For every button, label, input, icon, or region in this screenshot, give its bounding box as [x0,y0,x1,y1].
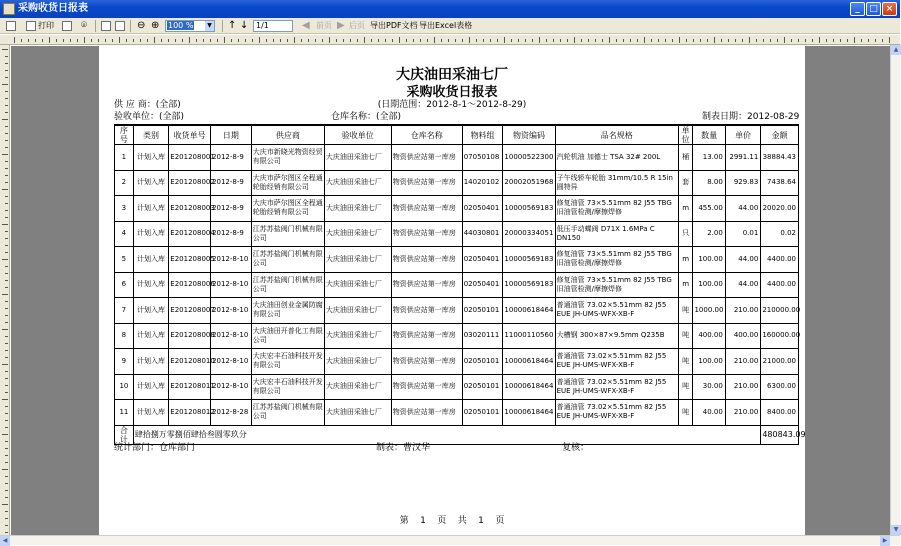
table-cell: 11 [115,400,134,426]
table-cell: 02050101 [462,298,503,324]
table-cell: E201208003 [169,196,211,222]
table-cell: 21000.00 [761,349,799,375]
table-cell: 10000569183 [503,247,555,273]
table-cell: E201208011 [169,374,211,400]
scroll-up-icon[interactable]: ▲ [891,45,901,55]
page-number: 第 1 页 共 1 页 [399,516,505,526]
table-cell: 210.00 [725,298,761,324]
warehouse-value: (全部) [376,112,402,122]
table-cell: 1000.00 [693,298,725,324]
minimize-button[interactable]: _ [850,2,865,16]
table-cell: 2012-8-9 [211,221,252,247]
report-page [99,46,805,535]
table-row [115,400,799,426]
table-cell: 物资供应站第一库房 [391,221,462,247]
copy-icon[interactable] [62,21,72,31]
table-cell: 子午线轿车轮胎 31mm/10.5 R 15in 圆特异 [555,170,678,196]
table-cell: 大庆油田采油七厂 [324,221,391,247]
table-cell: 计划入库 [133,221,169,247]
table-cell: 大槽钢 300×87×9.5mm Q235B [555,323,678,349]
table-cell: 400.00 [725,323,761,349]
table-cell: 10000522300 [503,145,555,171]
table-cell: 计划入库 [133,247,169,273]
table-cell: 物资供应站第一库房 [391,196,462,222]
single-page-icon[interactable] [101,21,111,31]
table-cell: 40.00 [693,400,725,426]
receiver-label: 验收单位： [114,112,160,122]
vertical-scrollbar[interactable] [890,45,900,535]
table-cell: 160000.00 [761,323,799,349]
table-row [115,145,799,171]
table-cell: 10000618464 [503,400,555,426]
table-cell: 455.00 [693,196,725,222]
company-title: 大庆油田采油七厂 [396,67,508,83]
table-row [115,196,799,222]
column-header: 序号 [115,125,134,145]
footer-dept: 统计部门：仓库部门 [114,443,196,453]
table-cell: 物资供应站第一库房 [391,323,462,349]
table-cell: 大庆油田采油七厂 [324,349,391,375]
table-cell: 8400.00 [761,400,799,426]
table-cell: 210000.00 [761,298,799,324]
footer-maker: 制表：曹汉华 [376,443,431,453]
table-cell: 02050101 [462,400,503,426]
table-cell: 吨 [678,349,693,375]
table-cell: 7438.64 [761,170,799,196]
binoculars-icon[interactable]: ⌾ [81,20,87,31]
arrow-down-icon[interactable]: ↓ [240,20,249,31]
table-cell: 10000618464 [503,349,555,375]
table-cell: 400.00 [693,323,725,349]
table-cell: 江苏苏盐阀门机械有限公司 [251,272,324,298]
receiver-filter [114,109,184,122]
close-button[interactable]: × [882,2,897,16]
column-header: 收货单号 [169,125,211,145]
app-icon [3,3,15,15]
table-cell: 2012-8-9 [211,145,252,171]
table-cell: 1 [115,145,134,171]
table-cell: 02050401 [462,196,503,222]
table-cell: 6300.00 [761,374,799,400]
table-cell: 20002051968 [503,170,555,196]
table-cell: 2 [115,170,134,196]
table-cell: 物资供应站第一库房 [391,170,462,196]
report-title: 采购收货日报表 [406,85,498,100]
table-cell: E201208005 [169,247,211,273]
window-title: 采购收货日报表 [18,3,88,14]
table-row [115,272,799,298]
table-cell: 13.00 [693,145,725,171]
table-cell: E201208008 [169,323,211,349]
table-cell: 大庆市萨尔图区全程通轮胎经销有限公司 [251,170,324,196]
warehouse-label: 仓库名称： [331,112,377,122]
table-cell: 普通油管 73.02×5.51mm 82 J55 EUE JH-UMS-WFX-XB-F [555,400,678,426]
table-cell: 10000618464 [503,374,555,400]
table-cell: 8.00 [693,170,725,196]
table-cell: 只 [678,221,693,247]
table-cell: 计划入库 [133,374,169,400]
multi-page-icon[interactable] [115,21,125,31]
made-date [702,109,799,122]
table-cell: 物资供应站第一库房 [391,272,462,298]
preview-area [11,46,890,535]
prev-page-button[interactable]: 前页 [316,21,332,30]
toolbar-grip-icon [6,21,16,31]
table-cell: 大庆油田采油七厂 [324,323,391,349]
table-cell: 2012-8-10 [211,247,252,273]
prev-arrow-icon[interactable]: ◀ [302,20,310,31]
column-header: 类别 [133,125,169,145]
table-cell: 44.00 [725,272,761,298]
table-cell: 修复油管 73×5.51mm 82 J55 TBG 旧油管检测/摩擦焊修 [555,272,678,298]
table-cell: 大庆油田采油七厂 [324,272,391,298]
export-excel-button[interactable]: 导出Excel表格 [419,21,473,30]
table-cell: 物资供应站第一库房 [391,247,462,273]
made-date-value: 2012-08-29 [747,112,800,122]
table-cell: 大庆油田采油七厂 [324,374,391,400]
arrow-up-icon[interactable]: ↑ [228,20,237,31]
table-cell: 4 [115,221,134,247]
table-cell: 07050108 [462,145,503,171]
supplier-label: 供 应 商： [114,100,156,110]
table-cell: 100.00 [693,272,725,298]
table-cell: 4400.00 [761,272,799,298]
total-row [115,425,799,444]
table-cell: E201208002 [169,170,211,196]
table-cell: 大庆油田采油七厂 [324,247,391,273]
table-cell: E201208006 [169,272,211,298]
table-cell: 7 [115,298,134,324]
table-cell: 吨 [678,298,693,324]
warehouse-filter [331,109,401,122]
receiver-value: (全部) [159,112,185,122]
table-cell: 2012-8-10 [211,298,252,324]
table-cell: 大庆油田采油七厂 [324,145,391,171]
table-cell: 物资供应站第一库房 [391,298,462,324]
table-cell: 物资供应站第一库房 [391,349,462,375]
table-row [115,298,799,324]
column-header: 物资编码 [503,125,555,145]
maximize-button[interactable]: □ [866,2,881,16]
table-cell: 10000569183 [503,196,555,222]
column-header: 日期 [211,125,252,145]
table-cell: m [678,272,693,298]
table-cell: 9 [115,349,134,375]
toolbar [0,18,900,34]
table-cell: 2.00 [693,221,725,247]
table-cell: 44.00 [725,247,761,273]
column-header: 单价 [725,125,761,145]
table-cell: 3 [115,196,134,222]
table-cell: 计划入库 [133,400,169,426]
table-cell: E201208010 [169,349,211,375]
table-cell: 02050401 [462,272,503,298]
table-cell: 江苏苏盐阀门机械有限公司 [251,400,324,426]
export-pdf-button[interactable]: 导出PDF文档 [370,21,418,30]
scroll-down-icon[interactable]: ▼ [891,525,901,535]
table-cell: 100.00 [693,349,725,375]
table-cell: m [678,247,693,273]
table-cell: 物资供应站第一库房 [391,400,462,426]
table-cell: 套 [678,170,693,196]
table-cell: 大庆油田采油七厂 [324,400,391,426]
table-cell: 计划入库 [133,196,169,222]
header-row [115,125,799,145]
horizontal-scrollbar[interactable] [0,535,900,545]
column-header: 数量 [693,125,725,145]
made-date-label: 制表日期： [702,112,748,122]
table-cell: 2012-8-9 [211,196,252,222]
printer-icon[interactable] [26,21,36,31]
table-cell: 大庆宏丰石油科技开发有限公司 [251,349,324,375]
table-cell: 44030801 [462,221,503,247]
table-cell: m [678,196,693,222]
zoom-select[interactable] [165,20,215,32]
table-cell: 5 [115,247,134,273]
footer-check: 复核： [562,443,590,453]
table-cell: E201208012 [169,400,211,426]
table-cell: 大庆市萨尔图区全程通轮胎经销有限公司 [251,196,324,222]
table-cell: 吨 [678,374,693,400]
table-cell: 计划入库 [133,145,169,171]
table-cell: 10000569183 [503,272,555,298]
table-cell: 低压手动蝶阀 D71X 1.6MPa C DN150 [555,221,678,247]
table-cell: E201208007 [169,298,211,324]
table-cell: 30.00 [693,374,725,400]
column-header: 金额 [761,125,799,145]
scroll-left-icon[interactable]: ◀ [0,536,10,546]
table-cell: 大庆油田采油七厂 [324,170,391,196]
table-cell: 210.00 [725,374,761,400]
table-cell: 2012-8-10 [211,323,252,349]
table-cell: 2012-8-10 [211,374,252,400]
table-cell: 吨 [678,400,693,426]
table-cell: 物资供应站第一库房 [391,374,462,400]
table-cell: 计划入库 [133,323,169,349]
table-cell: 大庆油田采油七厂 [324,196,391,222]
table-cell: 2012-8-10 [211,349,252,375]
table-cell: 100.00 [693,247,725,273]
table-row [115,374,799,400]
total-value: 480843.09 [761,425,799,444]
table-cell: 大庆油田创业金属防腐有限公司 [251,298,324,324]
table-cell: 计划入库 [133,349,169,375]
table-cell: 汽轮机油 加德士 TSA 32# 200L [555,145,678,171]
table-cell: 03020111 [462,323,503,349]
table-cell: 普通油管 73.02×5.51mm 82 J55 EUE JH-UMS-WFX-XB-F [555,349,678,375]
table-cell: 2991.11 [725,145,761,171]
column-header: 仓库名称 [391,125,462,145]
zoom-in-icon[interactable]: ⊕ [151,20,160,31]
table-row [115,349,799,375]
table-row [115,221,799,247]
table-cell: 普通油管 73.02×5.51mm 82 J55 EUE JH-UMS-WFX-XB-F [555,374,678,400]
table-cell: 210.00 [725,349,761,375]
table-cell: 38884.43 [761,145,799,171]
table-cell: 210.00 [725,400,761,426]
table-cell: E201208004 [169,221,211,247]
table-cell: 8 [115,323,134,349]
table-cell: 44.00 [725,196,761,222]
supplier-value: (全部) [155,100,181,110]
table-cell: 计划入库 [133,170,169,196]
table-cell: 吨 [678,323,693,349]
column-header: 验收单位 [324,125,391,145]
table-cell: 20000334051 [503,221,555,247]
table-cell: 修复油管 73×5.51mm 82 J55 TBG 旧油管检测/摩擦焊修 [555,196,678,222]
column-header: 物料组 [462,125,503,145]
table-cell: 10000618464 [503,298,555,324]
zoom-out-icon[interactable]: ⊖ [137,20,146,31]
table-cell: 10 [115,374,134,400]
table-row [115,247,799,273]
table-cell: 929.83 [725,170,761,196]
column-header: 单位 [678,125,693,145]
total-words: 肆拾捌万零捌佰肆拾叁圆零玖分 [133,425,761,444]
table-cell: 2012-8-10 [211,272,252,298]
table-row [115,323,799,349]
table-cell: 修复油管 73×5.51mm 82 J55 TBG 旧油管检测/摩擦焊修 [555,247,678,273]
vertical-ruler [0,45,10,535]
page-input[interactable]: 1/1 [253,20,293,32]
table-cell: 普通油管 73.02×5.51mm 82 J55 EUE JH-UMS-WFX-XB-F [555,298,678,324]
print-button[interactable]: 打印 [38,21,54,30]
table-cell: 0.01 [725,221,761,247]
table-cell: 2012-8-9 [211,170,252,196]
scroll-right-icon[interactable]: ▶ [880,536,890,546]
table-cell: 大庆宏丰石油科技开发有限公司 [251,374,324,400]
table-cell: 桶 [678,145,693,171]
table-cell: 02050101 [462,349,503,375]
table-cell: 大庆市新晓光物资经贸有限公司 [251,145,324,171]
table-cell: 2012-8-28 [211,400,252,426]
table-cell: 计划入库 [133,272,169,298]
table-cell: 计划入库 [133,298,169,324]
chevron-down-icon[interactable]: ▼ [205,21,214,31]
table-cell: 江苏苏盐阀门机械有限公司 [251,221,324,247]
column-header: 供应商 [251,125,324,145]
date-range: (日期范围：2012-8-1～2012-8-29) [377,100,527,110]
table-cell: 02050101 [462,374,503,400]
horizontal-ruler [0,35,900,45]
table-cell: 14020102 [462,170,503,196]
table-cell: 江苏苏盐阀门机械有限公司 [251,247,324,273]
table-cell: 大庆油田开普化工有限公司 [251,323,324,349]
table-cell: 02050401 [462,247,503,273]
title-bar [0,0,900,18]
receipt-table [114,124,806,445]
table-cell: 0.02 [761,221,799,247]
table-cell: 大庆油田采油七厂 [324,298,391,324]
table-cell: 4400.00 [761,247,799,273]
table-cell: 20020.00 [761,196,799,222]
next-page-button[interactable]: 后页 [349,21,365,30]
total-label: 合计 [115,425,134,444]
table-cell: 物资供应站第一库房 [391,145,462,171]
next-arrow-icon[interactable]: ▶ [337,20,345,31]
table-cell: E201208001 [169,145,211,171]
table-cell: 6 [115,272,134,298]
table-cell: 11000110560 [503,323,555,349]
zoom-value: 100 % [168,21,194,30]
column-header: 品名规格 [555,125,678,145]
table-row [115,170,799,196]
